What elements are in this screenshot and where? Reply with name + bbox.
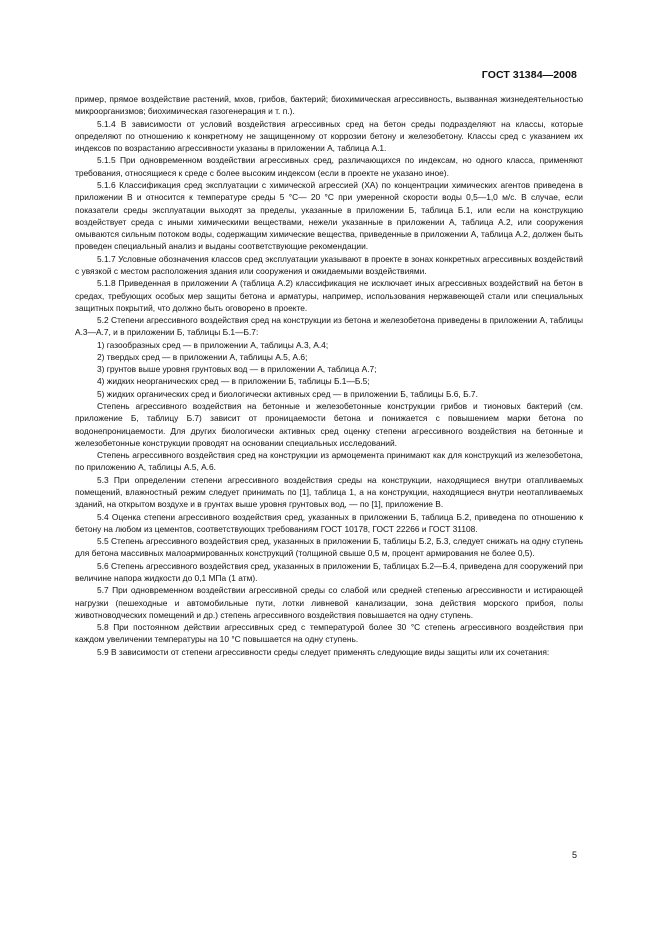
list-item-3: 3) грунтов выше уровня грунтовых вод — в приложении А, таблица А.7; — [97, 364, 377, 375]
list-item-2: 2) твердых сред — в приложении А, таблицы А.5, А.6; — [97, 351, 308, 362]
paragraph-continuation: пример, прямое воздействие растений, мхов, грибов, бактерий; биохимическая агрессивность, вызванная жизнедеятельностью микроорганизмов; биохимическая газогенерация и т. п.). — [75, 94, 583, 117]
paragraph-5-1-7: 5.1.7 Условные обозначения классов сред эксплуатации указывают в проекте в зонах конкретных агрессивных воздействий с увязкой с местом расположения здания или сооружения и ожидаемыми воздействиями. — [75, 253, 583, 276]
paragraph-5-4: 5.4 Оценка степени агрессивного воздействия сред, указанных в приложении Б, таблица Б.2, приведена по отношению к бетону на любом из цементов, соответствующих требованиям ГОСТ 10178, ГОСТ 22266 и ГОСТ 31108. — [75, 511, 583, 534]
paragraph-5-3: 5.3 При определении степени агрессивного воздействия среды на конструкции, находящиеся внутри отапливаемых помещений, влажностный режим следует принимать по [1], таблица 1, а на конструкции, находящиеся внутри неотапливаемых зданий, на открытом воздухе и в грунтах выше уровня грунтовых вод, — по [1], приложение В. — [75, 474, 583, 510]
page-number: 5 — [571, 850, 577, 860]
list-item-1: 1) газообразных сред — в приложении А, таблицы А.3, А.4; — [97, 339, 329, 350]
paragraph-bio-agents: Степень агрессивного воздействия на бетонные и железобетонные конструкции грибов и тионовых бактерий (см. приложение Б, таблицу Б.7) зависит от проницаемости бетона и понижается с повышением марки бетона по водонепроницаемости. Для других биологически активных сред оценку степени агрессивного воздействия на бетонные и железобетонные конструкции проводят на основании специальных исследований. — [75, 401, 583, 448]
paragraph-5-8: 5.8 При постоянном действии агрессивных сред с температурой более 30 °С степень агрессивного воздействия при каждом увеличении температуры на 10 °С повышается на одну ступень. — [75, 622, 583, 645]
paragraph-5-9: 5.9 В зависимости от степени агрессивности среды следует применять следующие виды защиты или их сочетания: — [97, 646, 550, 657]
paragraph-5-5: 5.5 Степень агрессивного воздействия сред, указанных в приложении Б, таблицы Б.2, Б.3, следует снижать на одну ступень для бетона массивных малоармированных конструкций (толщиной свыше 0,5 м, процент армирования не более 0,5). — [75, 536, 583, 559]
paragraph-5-1-8: 5.1.8 Приведенная в приложении А (таблица А.2) классификация не исключает иных агрессивных воздействий на бетон в средах, требующих особых мер защиты бетона и арматуры, например, использования нержавеющей стали или специальных защитных покрытий, что должно быть оговорено в проекте. — [75, 278, 583, 313]
list-item-5: 5) жидких органических сред и биологически активных сред — в приложении Б, таблицы Б.6, Б.7. — [97, 388, 478, 399]
paragraph-5-6: 5.6 Степень агрессивного воздействия сред, указанных в приложении Б, таблицах Б.2—Б.4, приведена для сооружений при величине напора жидкости до 0,1 МПа (1 атм). — [75, 560, 583, 583]
document-id-header: ГОСТ 31384—2008 — [481, 69, 577, 81]
body-text — [75, 93, 583, 658]
paragraph-ferrocement: Степень агрессивного воздействия сред на конструкции из армоцемента принимают как для конструкций из железобетона, по приложению А, таблицы А.5, А.6. — [75, 450, 583, 473]
paragraph-5-2: 5.2 Степени агрессивного воздействия сред на конструкции из бетона и железобетона приведены в приложении А, таблицы А.3—А.7, и в приложении Б, таблицы Б.1—Б.7: — [75, 315, 583, 338]
paragraph-5-7: 5.7 При одновременном воздействии агрессивной среды со слабой или средней степенью агрессивности и истирающей нагрузки (пешеходные и автомобильные пути, лотки ливневой канализации, зона действия морского прибоя, полы животноводческих помещений и др.) степень агрессивного воздействия повышается на одну ступень. — [75, 585, 583, 620]
paragraph-5-1-4: 5.1.4 В зависимости от условий воздействия агрессивных сред на бетон среды подразделяют на классы, которые определяют по отношению к конкретному не защищенному от коррозии бетону и железобетону. Классы сред с указанием их индексов по возрастанию агрессивности указаны в приложении А, таблица А.1. — [75, 118, 583, 154]
paragraph-5-1-6: 5.1.6 Классификация сред эксплуатации с химической агрессией (ХА) по концентрации химических агентов приведена в приложении В и относится к температуре среды 5 °С— 20 °С при умеренной скорости воды 0,5—1,0 м/с. В случае, если показатели среды эксплуатации выходят за пределы, указанные в приложении Б, таблица Б.1, или если на конструкцию воздействует среда с иными химическими веществами, нежели указанные в приложении А, таблица А.2, или сооружения омываются сильным потоком воды, содержащим химические вещества, приведенные в приложении А, таблица А.2, должен быть проведен специальный анализ и выданы соответствующие рекомендации. — [75, 179, 583, 252]
paragraph-5-1-5: 5.1.5 При одновременном воздействии агрессивных сред, различающихся по индексам, но одного класса, применяют требования, относящиеся к среде с более высоким индексом (если в проекте не указано иное). — [75, 155, 583, 178]
list-item-4: 4) жидких неорганических сред — в приложении Б, таблицы Б.1—Б.5; — [97, 376, 370, 387]
